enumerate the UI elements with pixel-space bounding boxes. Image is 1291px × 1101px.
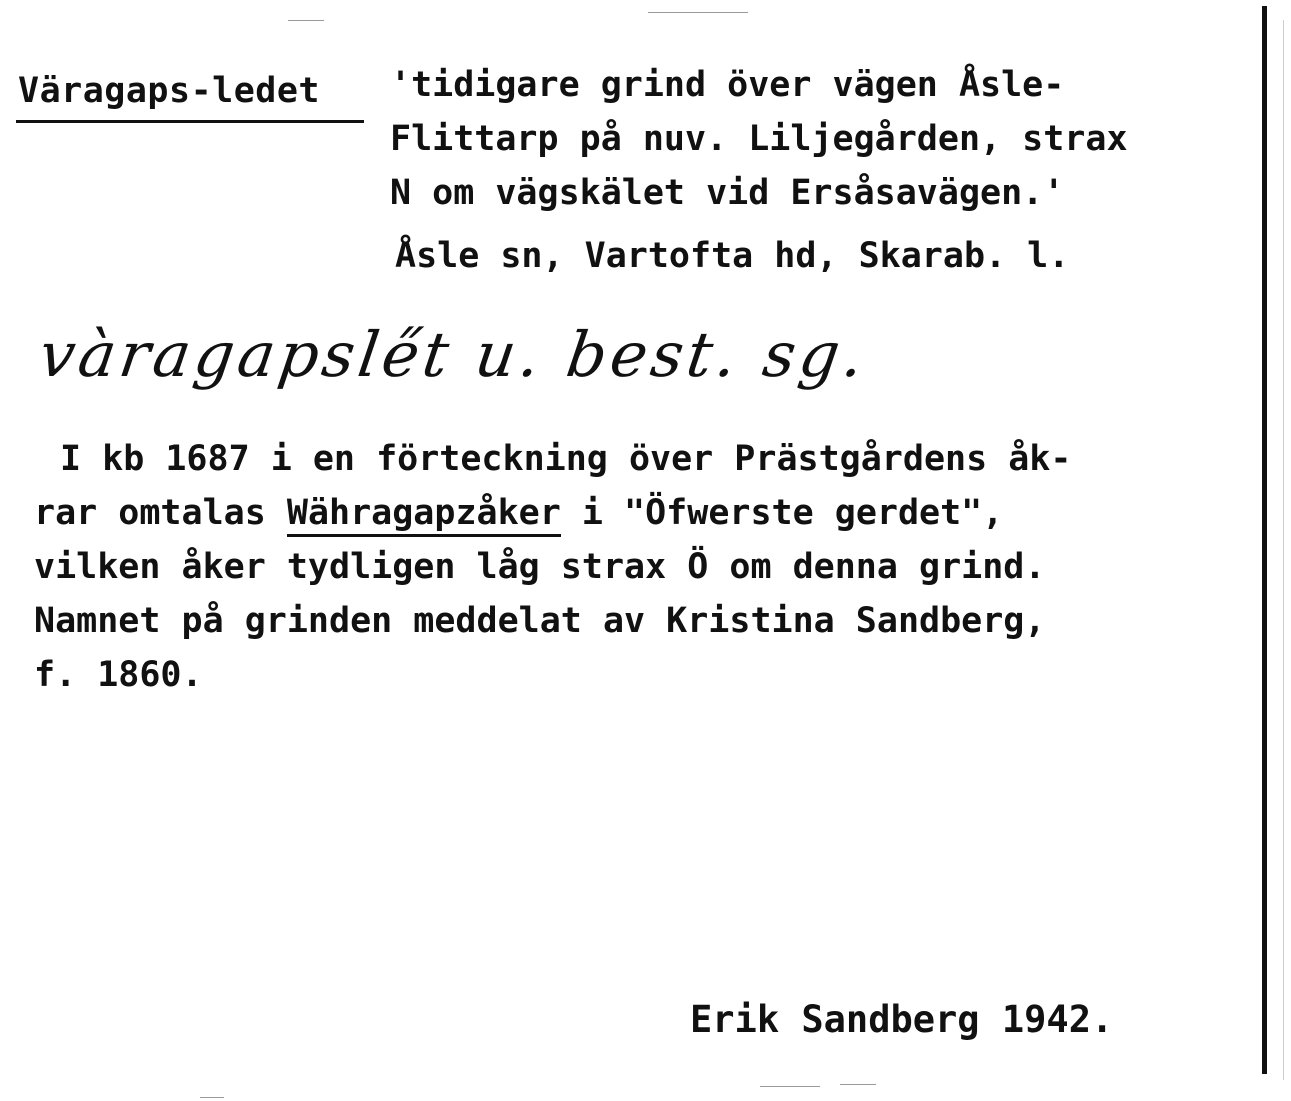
scan-speck xyxy=(288,20,324,21)
body-text-segment: vilken åker tydligen låg strax Ö om denna grind. xyxy=(34,547,1046,587)
definition-line: N om vägskälet vid Ersåsavägen.' xyxy=(390,173,1065,213)
scan-speck xyxy=(648,12,748,13)
location: Åsle sn, Vartofta hd, Skarab. l. xyxy=(395,236,1070,276)
body-line xyxy=(34,594,1254,648)
body-text-segment: I kb 1687 i en förteckning över Prästgårdens åk- xyxy=(60,439,1072,479)
definition-line: 'tidigare grind över vägen Åsle- xyxy=(390,65,1065,105)
body-text-segment: Namnet på grinden meddelat av Kristina Sandberg, xyxy=(34,601,1046,641)
body-line xyxy=(34,432,1254,486)
body-text-segment: f. 1860. xyxy=(34,655,203,695)
body-text-segment: rar omtalas xyxy=(34,493,287,533)
body-line xyxy=(34,540,1254,594)
body-line xyxy=(34,648,1254,702)
scan-speck xyxy=(200,1097,224,1098)
underlined-place-name: Währagapzåker xyxy=(287,493,561,537)
scan-speck xyxy=(760,1086,820,1087)
card-edge-shadow xyxy=(1283,20,1284,1080)
scan-speck xyxy=(840,1084,876,1085)
headword-underline xyxy=(16,120,364,123)
body-line xyxy=(34,486,1254,540)
handwritten-note: vàragapsle̋t u. best. sg. xyxy=(34,318,873,391)
signature: Erik Sandberg 1942. xyxy=(690,998,1114,1041)
headword: Väragaps-ledet xyxy=(18,71,321,111)
definition xyxy=(390,58,1270,220)
definition-line: Flittarp på nuv. Liljegården, strax xyxy=(390,119,1128,159)
body-text-segment: i "Öfwerste gerdet", xyxy=(560,493,1004,533)
body-text xyxy=(34,432,1254,702)
